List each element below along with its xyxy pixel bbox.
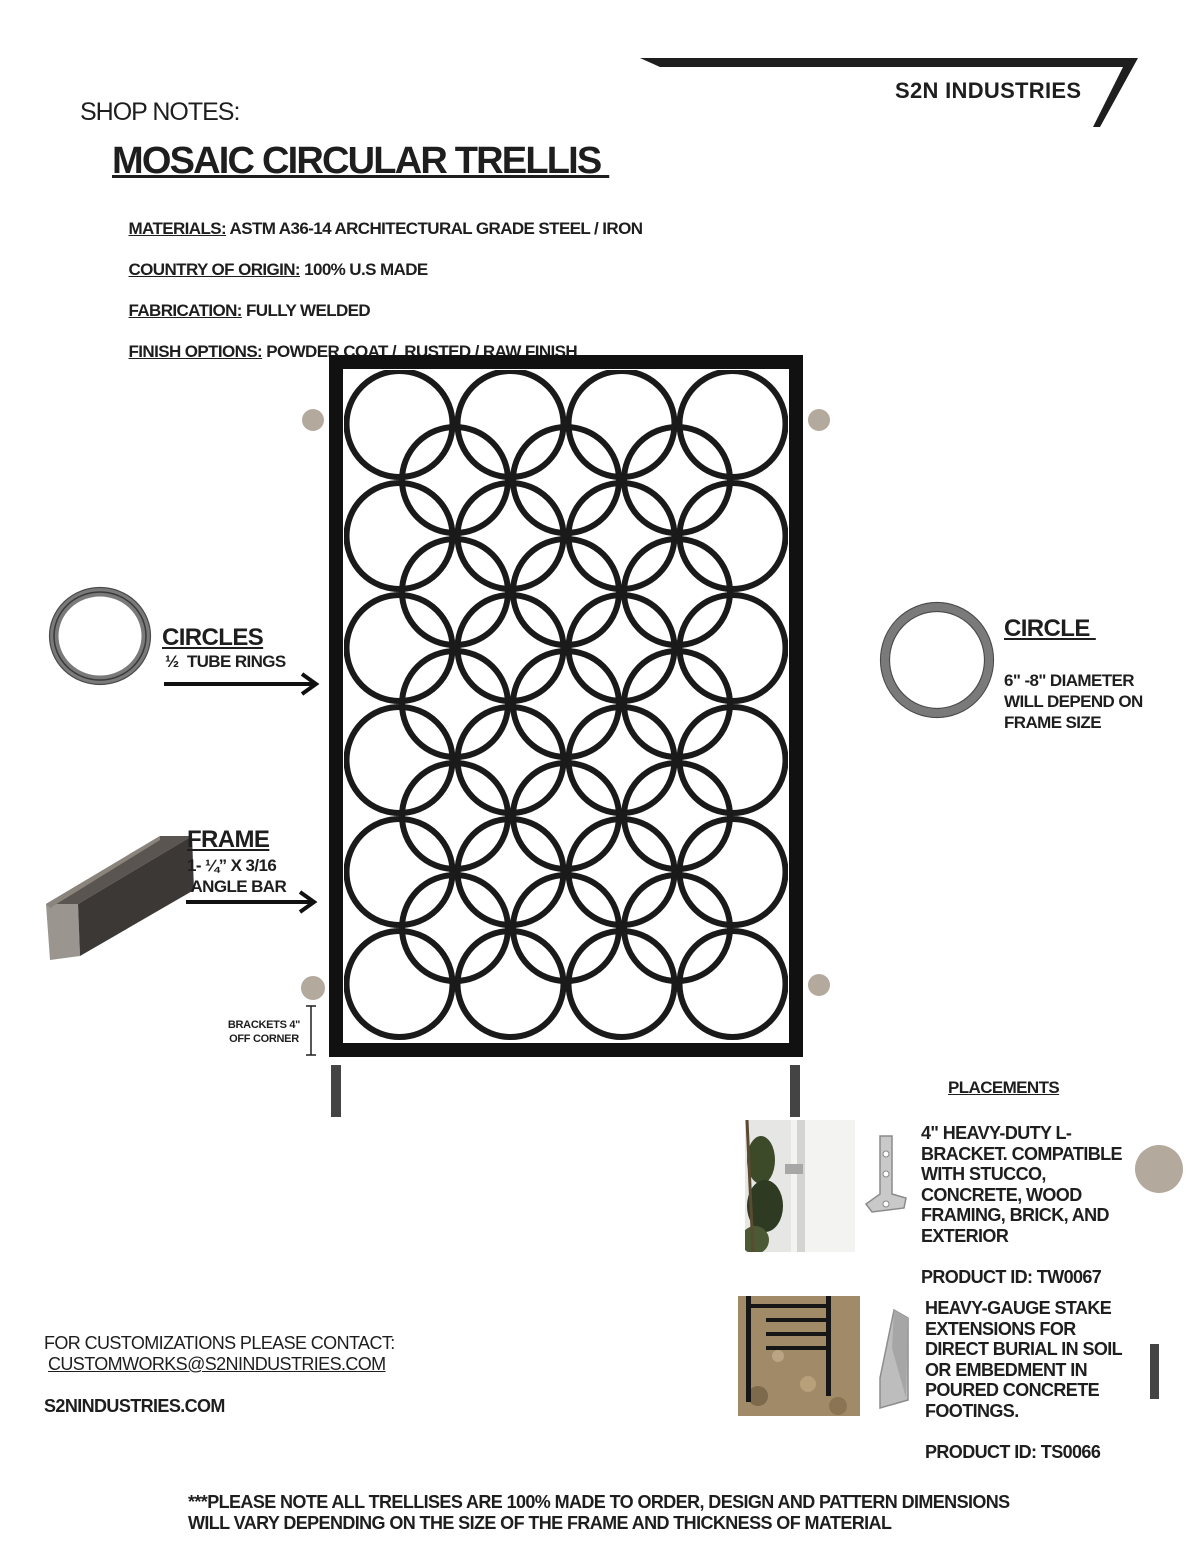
spec-value: ASTM A36-14 ARCHITECTURAL GRADE STEEL / IRON bbox=[226, 219, 643, 238]
spec-value: 100% U.S MADE bbox=[299, 260, 428, 279]
contact-email-link[interactable]: CUSTOMWORKS@S2NINDUSTRIES.COM bbox=[48, 1354, 386, 1374]
spec-label: FABRICATION: bbox=[128, 301, 242, 320]
trellis-ring bbox=[680, 707, 786, 813]
placement-line: 4" HEAVY-DUTY L- bbox=[921, 1123, 1072, 1143]
trellis-ring bbox=[569, 371, 675, 477]
trellis-ring bbox=[569, 707, 675, 813]
spec-value: FULLY WELDED bbox=[241, 301, 371, 320]
circle-callout-line: FRAME SIZE bbox=[1004, 713, 1101, 732]
shop-notes-label: SHOP NOTES: bbox=[80, 98, 240, 126]
brand-name: S2N INDUSTRIES bbox=[895, 78, 1082, 103]
bracket-offset-dimension bbox=[306, 1006, 316, 1055]
placement-description-bracket bbox=[921, 1123, 1122, 1246]
tube-ring-image bbox=[46, 584, 154, 688]
trellis-ring bbox=[569, 931, 675, 1037]
trellis-ring-offset bbox=[624, 763, 730, 869]
trellis-ring bbox=[680, 819, 786, 925]
trellis-ring bbox=[347, 371, 453, 477]
placement-line: DIRECT BURIAL IN SOIL bbox=[925, 1339, 1123, 1359]
bracket-dot-bottom-left bbox=[301, 976, 325, 1000]
trellis-ring-offset bbox=[624, 875, 730, 981]
bracket-dot-placement bbox=[1134, 1144, 1184, 1194]
spec-value: POWDER COAT / RUSTED / RAW FINISH bbox=[262, 342, 578, 361]
trellis-ring bbox=[347, 931, 453, 1037]
trellis-drawing bbox=[290, 345, 850, 1125]
trellis-ring bbox=[458, 595, 564, 701]
trellis-ring bbox=[680, 483, 786, 589]
circles-arrow bbox=[164, 670, 324, 698]
angle-bar-image bbox=[44, 832, 194, 964]
placements-title: PLACEMENTS bbox=[948, 1078, 1060, 1097]
product-id-stake: PRODUCT ID: TS0066 bbox=[925, 1442, 1101, 1462]
stake-leg-left bbox=[331, 1065, 341, 1117]
trellis-ring bbox=[569, 595, 675, 701]
placement-line: BRACKET. COMPATIBLE bbox=[921, 1143, 1122, 1164]
placement-line: POURED CONCRETE bbox=[925, 1380, 1100, 1400]
placement-line: EXTENSIONS FOR bbox=[925, 1318, 1076, 1339]
circle-ring-image bbox=[878, 600, 996, 720]
placement-line: EXTERIOR bbox=[921, 1225, 1009, 1246]
trellis-ring-offset bbox=[624, 539, 730, 645]
circle-callout-line: WILL DEPEND ON bbox=[1004, 692, 1143, 711]
placement-line: FOOTINGS. bbox=[925, 1400, 1019, 1421]
footer-note bbox=[188, 1492, 1010, 1534]
placement-line: WITH STUCCO, bbox=[921, 1164, 1046, 1184]
brackets-note bbox=[222, 1018, 306, 1046]
circle-callout-spec bbox=[1004, 670, 1143, 733]
trellis-ring-offset bbox=[402, 875, 508, 981]
bracket-dot-bottom-right bbox=[808, 974, 830, 996]
frame-callout-spec: 1- ¼” X 3/16 bbox=[187, 856, 277, 875]
trellis-ring bbox=[458, 819, 564, 925]
page-title: MOSAIC CIRCULAR TRELLIS bbox=[112, 140, 610, 182]
l-bracket-product-image bbox=[862, 1132, 910, 1216]
spec-label: MATERIALS: bbox=[128, 219, 227, 238]
trellis-ring bbox=[458, 483, 564, 589]
frame-callout-title: FRAME bbox=[187, 826, 270, 853]
trellis-ring bbox=[569, 483, 675, 589]
trellis-ring-offset bbox=[624, 427, 730, 533]
frame-arrow bbox=[186, 888, 322, 916]
trellis-ring bbox=[458, 707, 564, 813]
l-bracket-installed-photo bbox=[745, 1120, 855, 1252]
circle-callout-title: CIRCLE bbox=[1004, 615, 1096, 642]
circles-callout-title: CIRCLES bbox=[162, 624, 264, 651]
frame-callout-spec: ANGLE BAR bbox=[187, 877, 287, 896]
footer-note-line: WILL VARY DEPENDING ON THE SIZE OF THE FRAME AND THICKNESS OF MATERIAL bbox=[188, 1513, 892, 1533]
trellis-ring bbox=[680, 931, 786, 1037]
trellis-ring-offset bbox=[513, 763, 619, 869]
stake-product-image bbox=[872, 1308, 914, 1412]
trellis-ring-offset bbox=[513, 651, 619, 757]
trellis-ring-offset bbox=[402, 763, 508, 869]
trellis-ring-offset bbox=[513, 427, 619, 533]
product-id-bracket: PRODUCT ID: TW0067 bbox=[921, 1267, 1102, 1287]
website-link[interactable]: S2NINDUSTRIES.COM bbox=[44, 1396, 225, 1416]
trellis-ring-offset bbox=[402, 651, 508, 757]
placement-description-stake bbox=[925, 1298, 1122, 1421]
circle-callout-line: 6" -8" DIAMETER bbox=[1004, 671, 1134, 690]
placement-line: HEAVY-GAUGE STAKE bbox=[925, 1298, 1112, 1318]
trellis-ring-pattern bbox=[347, 371, 786, 1037]
trellis-ring bbox=[347, 483, 453, 589]
placement-line: CONCRETE, WOOD bbox=[921, 1184, 1082, 1205]
contact-line: FOR CUSTOMIZATIONS PLEASE CONTACT: bbox=[44, 1333, 395, 1353]
circles-callout-spec: ½ TUBE RINGS bbox=[165, 652, 286, 671]
trellis-ring bbox=[680, 595, 786, 701]
placement-line: OR EMBEDMENT IN bbox=[925, 1359, 1088, 1380]
spec-label: COUNTRY OF ORIGIN: bbox=[128, 260, 300, 279]
stake-installed-photo bbox=[738, 1296, 860, 1416]
stake-bar-placement bbox=[1150, 1344, 1159, 1399]
trellis-ring bbox=[458, 931, 564, 1037]
trellis-ring-offset bbox=[624, 651, 730, 757]
brackets-note-line: OFF CORNER bbox=[229, 1033, 299, 1045]
trellis-ring bbox=[347, 595, 453, 701]
placement-line: FRAMING, BRICK, AND bbox=[921, 1205, 1109, 1225]
stake-leg-right bbox=[790, 1065, 800, 1117]
brackets-note-line: BRACKETS 4" bbox=[227, 1019, 301, 1031]
bracket-dot-top-left bbox=[302, 409, 324, 431]
trellis-ring-offset bbox=[402, 539, 508, 645]
trellis-ring bbox=[458, 371, 564, 477]
trellis-ring-offset bbox=[402, 427, 508, 533]
footer-note-line: ***PLEASE NOTE ALL TRELLISES ARE 100% MADE TO ORDER, DESIGN AND PATTERN DIMENSIONS bbox=[188, 1492, 1010, 1512]
trellis-ring bbox=[680, 371, 786, 477]
trellis-ring-offset bbox=[513, 539, 619, 645]
trellis-ring bbox=[569, 819, 675, 925]
bracket-dot-top-right bbox=[808, 409, 830, 431]
trellis-ring bbox=[347, 707, 453, 813]
trellis-ring-offset bbox=[513, 875, 619, 981]
spec-label: FINISH OPTIONS: bbox=[128, 342, 263, 361]
trellis-ring bbox=[347, 819, 453, 925]
